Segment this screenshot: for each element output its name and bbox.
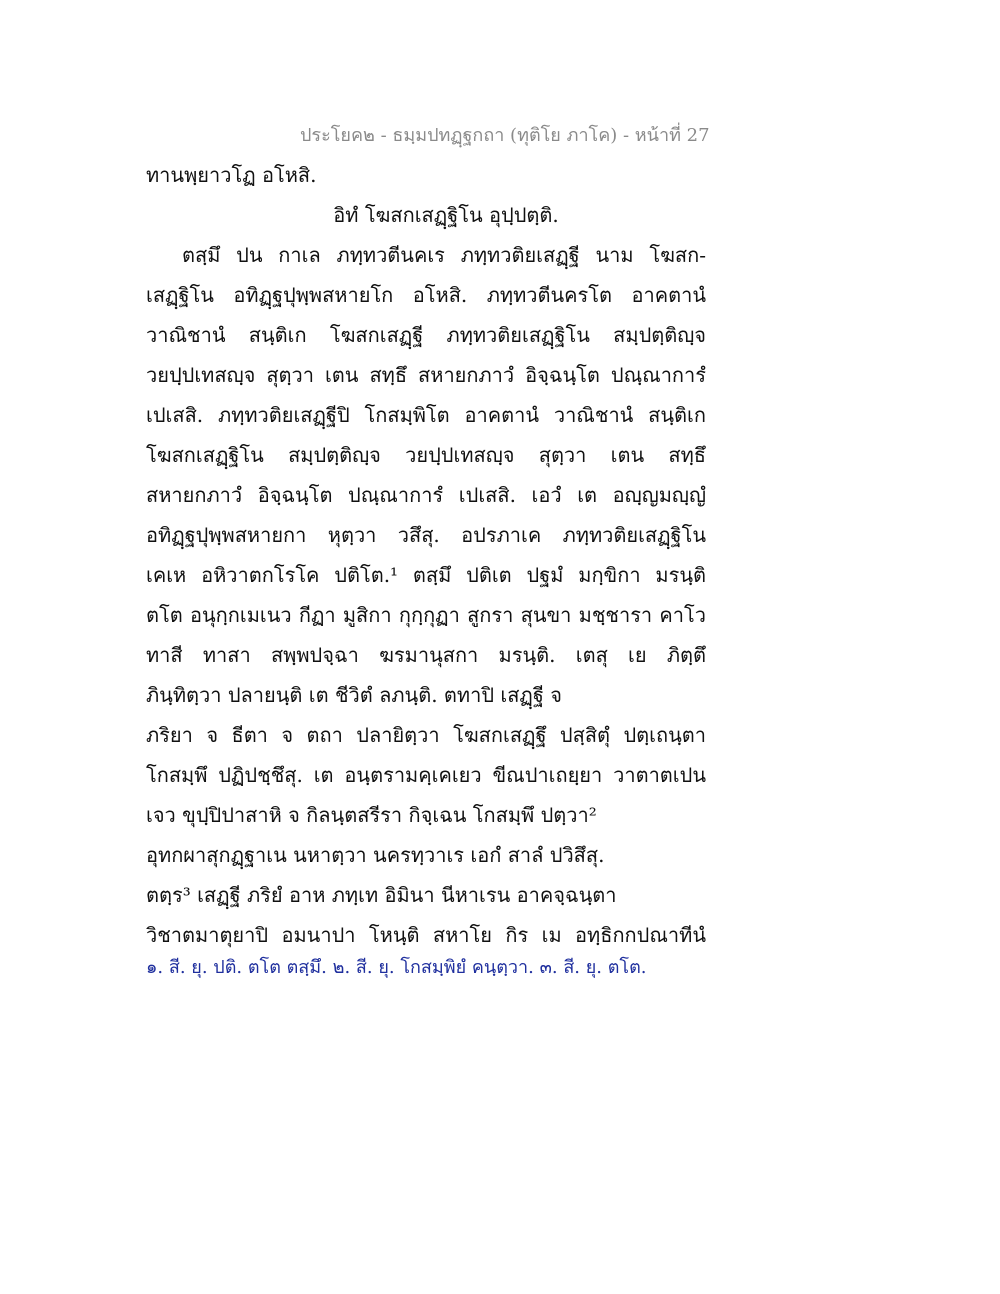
text-line: ทานพฺยาวโฏ อโหสิ. [146,163,317,187]
text-line: ภริยา จ ธีตา จ ตถา ปลายิตฺวา โฆสกเสฏฺฐึ ปสฺสิตุํ ปตฺเถนฺตา [146,723,706,747]
text-line: อุทกผาสุกฏฺฐาเน นหาตฺวา นครทฺวาเร เอกํ สาลํ ปวิสึสุ. [146,843,605,867]
text-line: วยปฺปเทสญฺจ สุตฺวา เตน สทฺธึ สหายกภาวํ อิจฺฉนฺโต ปณฺณาการํ [146,363,706,387]
text-line: วิชาตมาตุยาปิ อมนาปา โหนฺติ สหาโย กิร เม อทฺธิกกปณาทีนํ [146,923,706,947]
text-line: ทาสี ทาสา สพฺพปจฺฉา ฆรมานุสกา มรนฺติ. เตสุ เย ภิตฺตึ [146,643,706,667]
footnote: ๑. สี. ยุ. ปติ. ตโต ตสฺมึ. ๒. สี. ยุ. โกสมฺพิยํ คนฺตฺวา. ๓. สี. ยุ. ตโต. [146,957,647,978]
text-line: วาณิชานํ สนฺติเก โฆสกเสฏฺฐี ภทฺทวติยเสฏฺฐิโน สมฺปตฺติญฺจ [146,323,706,347]
body-text [146,155,706,955]
text-line: อทิฏฺฐปุพฺพสหายกา หุตฺวา วสึสุ. อปรภาเค ภทฺทวติยเสฏฺฐิโน [146,523,706,547]
text-line: ตตฺร³ เสฏฺฐี ภริยํ อาห ภทฺเท อิมินา นีหาเรน อาคจฺฉนฺตา [146,883,617,907]
text-line: เคเห อหิวาตกโรโค ปติโต.¹ ตสฺมึ ปติเต ปฐมํ มกฺขิกา มรนฺติ [146,563,706,587]
text-line: สหายกภาวํ อิจฺฉนฺโต ปณฺณาการํ เปเสสิ. เอวํ เต อญฺญมญฺญํ [146,483,706,507]
text-line: โกสมฺพึ ปฏิปชฺชึสุ. เต อนฺตรามคฺเคเยว ขีณปาเถยฺยา วาตาตเปน [146,763,706,787]
text-line: เจว ขุปฺปิปาสาหิ จ กิลนฺตสรีรา กิจฺเฉน โกสมฺพึ ปตฺวา² [146,803,597,827]
text-line: เสฏฺฐิโน อทิฏฺฐปุพฺพสหายโก อโหสิ. ภทฺทวตีนครโต อาคตานํ [146,283,706,307]
text-line: โฆสกเสฏฺฐิโน สมฺปตฺติญฺจ วยปฺปเทสญฺจ สุตฺวา เตน สทฺธึ [146,443,706,467]
text-line: เปเสสิ. ภทฺทวติยเสฏฺฐีปิ โกสมฺพิโต อาคตานํ วาณิชานํ สนฺติเก [146,403,706,427]
section-heading: อิทํ โฆสกเสฏฺฐิโน อุปฺปตฺติ. [333,203,559,227]
running-header: ประโยค๒ - ธมฺมปทฏฺฐกถา (ทุติโย ภาโค) - หน้าที่ 27 [300,125,710,146]
text-line: ตสฺมึ ปน กาเล ภทฺทวตีนคเร ภทฺทวติยเสฏฺฐี นาม โฆสก- [182,243,706,267]
text-line: ตโต อนุกฺกเมเนว กีฏา มูสิกา กุกฺกุฏา สูกรา สุนขา มชฺชารา คาโว [146,603,706,627]
text-line: ภินฺทิตฺวา ปลายนฺติ เต ชีวิตํ ลภนฺติ. ตทาปิ เสฏฺฐี จ [146,683,562,707]
